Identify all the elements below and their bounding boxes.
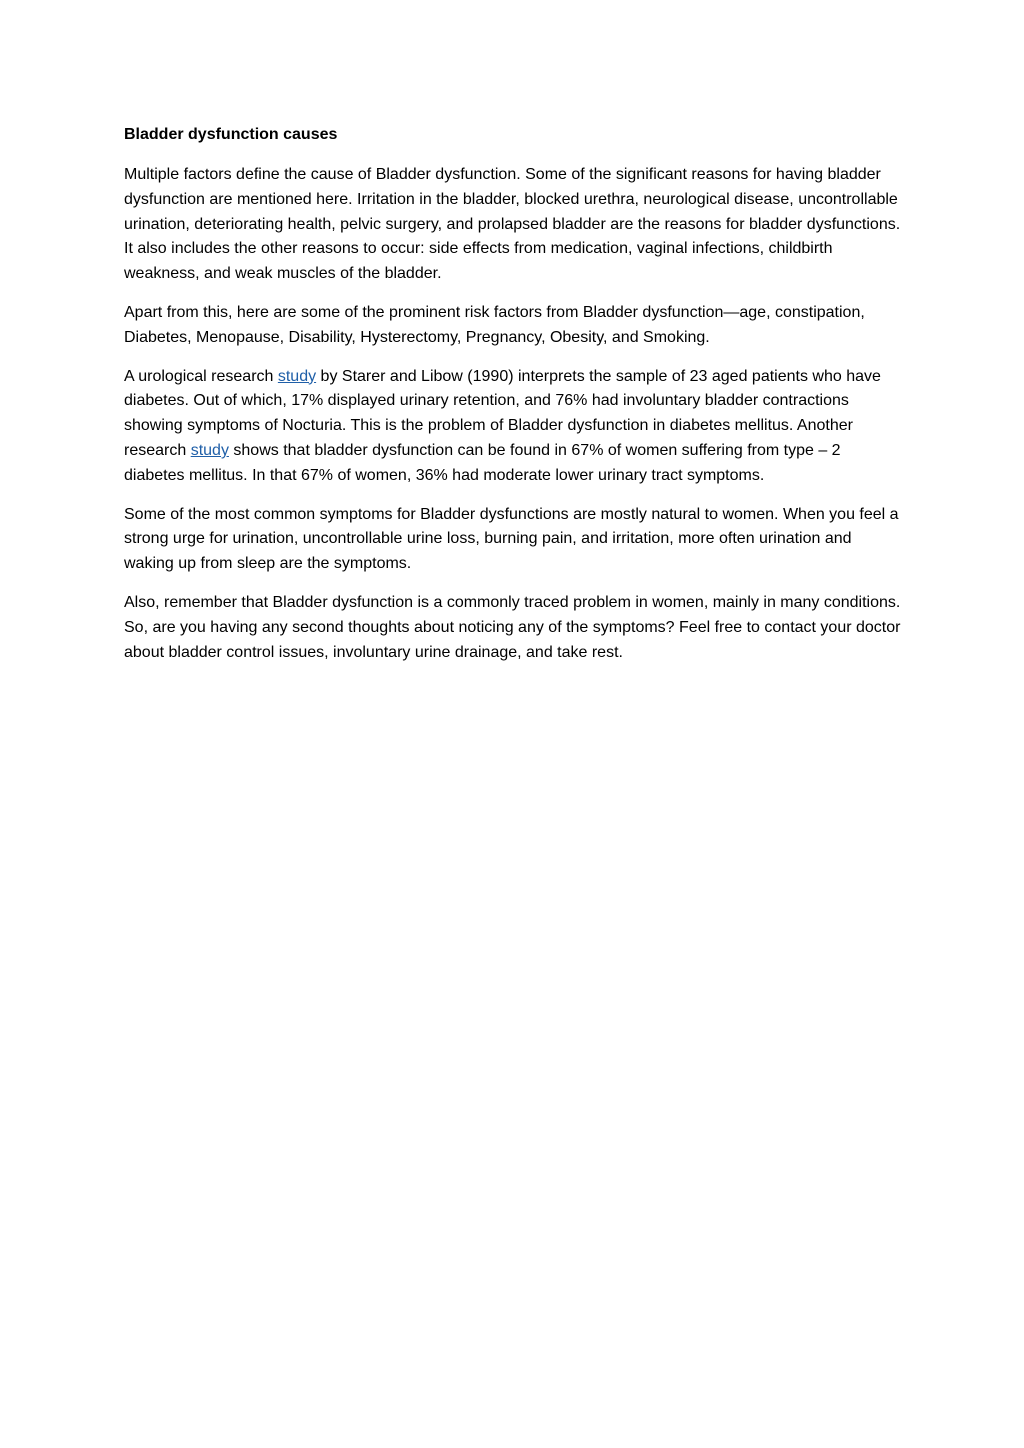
section-heading: Bladder dysfunction causes (124, 126, 338, 143)
study-link-starer-libow[interactable]: study (277, 367, 317, 385)
paragraph-symptoms: Some of the most common symptoms for Bladder dysfunctions are mostly natural to women. When you feel a strong urge for urination, uncontrollable urine loss, burning pain, and irritation, more often urination and waking up from sleep are the symptoms. (124, 505, 899, 573)
document-page (124, 120, 904, 679)
study-link-type2-diabetes[interactable]: study (190, 441, 229, 459)
paragraph-conclusion: Also, remember that Bladder dysfunction is a commonly traced problem in women, mainly in many conditions. So, are you having any second thoughts about noticing any of the symptoms? Feel free to contact your doctor about bladder control issues, involuntary urine drainage, and take rest. (124, 593, 901, 661)
paragraph-research (124, 365, 904, 489)
paragraph-causes: Multiple factors define the cause of Bladder dysfunction. Some of the significant reasons for having bladder dysfunction are mentioned here. Irritation in the bladder, blocked urethra, neurological disease, uncontrollable urination, deteriorating health, pelvic surgery, and prolapsed bladder are the reasons for bladder dysfunctions. It also includes the other reasons to occur: side effects from medication, vaginal infections, childbirth weakness, and weak muscles of the bladder. (124, 166, 901, 283)
paragraph-risk-factors: Apart from this, here are some of the prominent risk factors from Bladder dysfunction—age, constipation, Diabetes, Menopause, Disability, Hysterectomy, Pregnancy, Obesity, and Smoking. (124, 303, 865, 346)
research-text-part2: by Starer and Libow (1990) interprets the sample of 23 aged patients who have diabetes. Out of which, 17% displayed urinary retention, and 76% had involuntary bladder contractions showing symptoms of Nocturia. This is the problem of Bladder dysfunction in diabetes mellitus. Another research (124, 367, 881, 459)
research-text-part3: shows that bladder dysfunction can be found in 67% of women suffering from type – 2 diabetes mellitus. In that 67% of women, 36% had moderate lower urinary tract symptoms. (124, 441, 841, 484)
research-text-part1: A urological research (124, 367, 278, 385)
